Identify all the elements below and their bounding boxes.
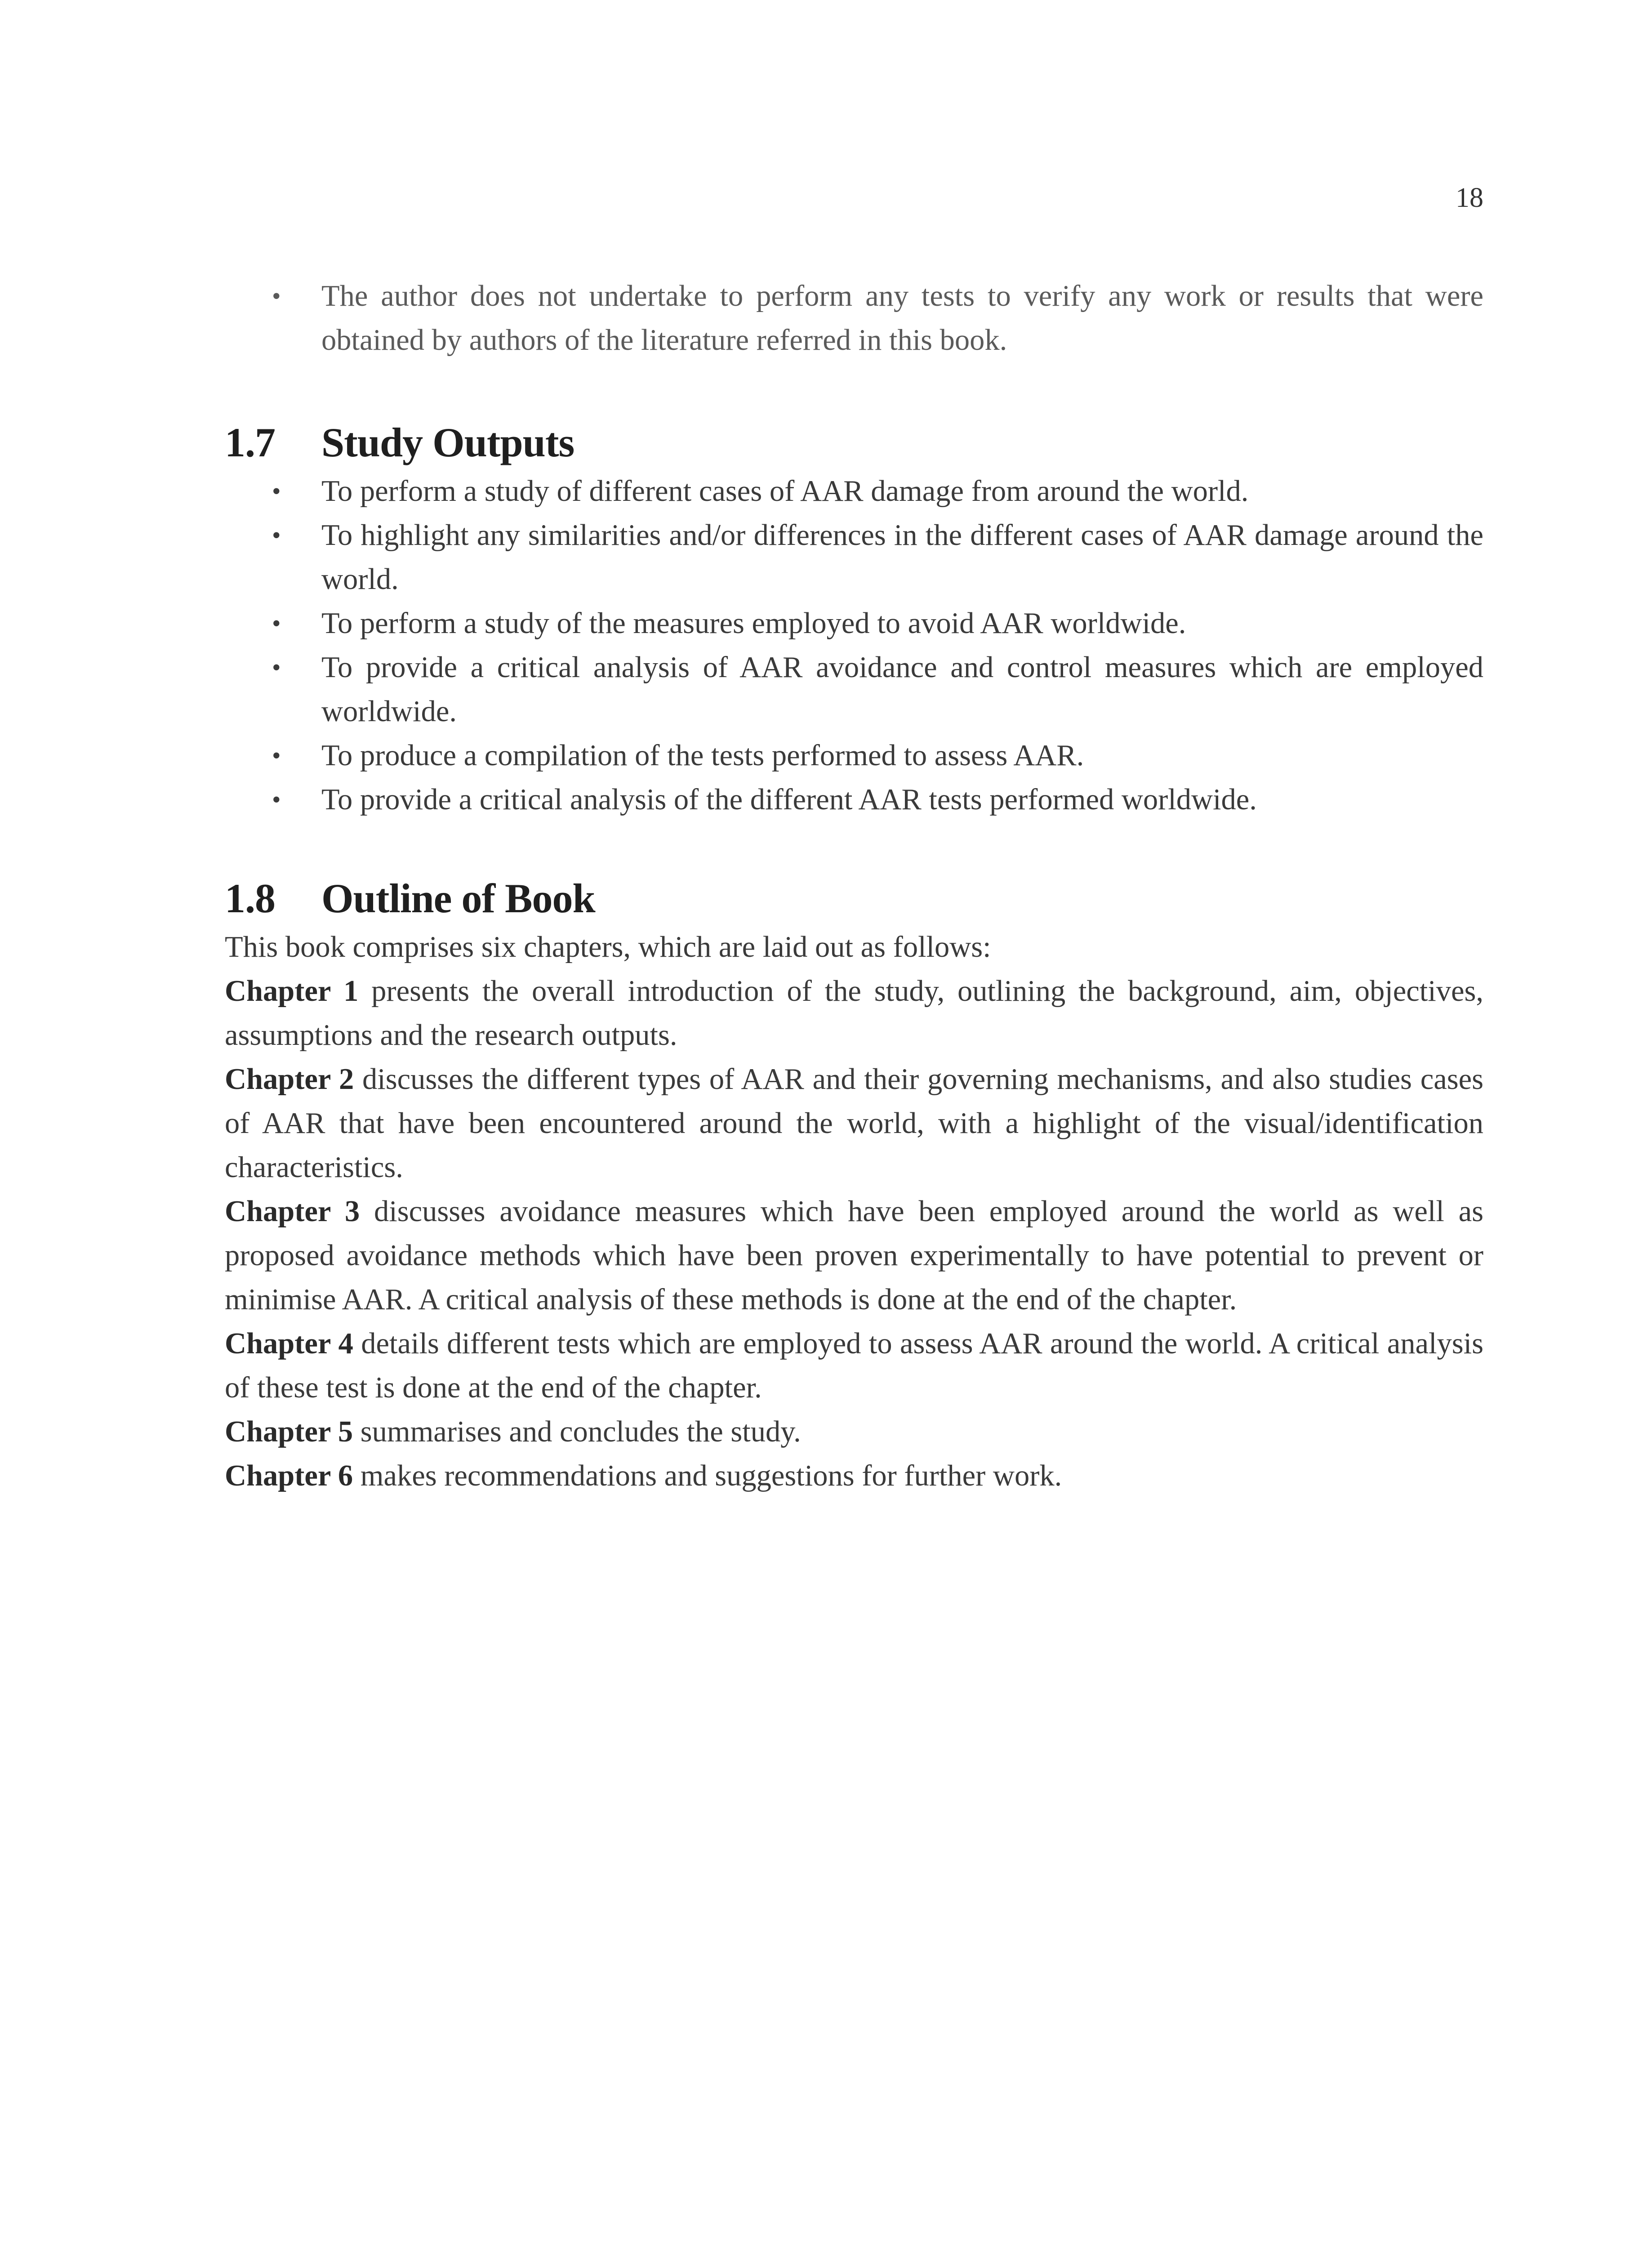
bullet-icon: • [272,654,281,682]
chapter-summary-3 [225,1190,1483,1322]
chapter-description: presents the overall introduction of the study, outlining the background, aim, objectives, assumptions and the research outputs. [225,975,1483,1052]
list-item [225,469,1483,513]
bullet-text: To produce a compilation of the tests performed to assess AAR. [321,739,1084,772]
chapter-label: Chapter 6 [225,1459,353,1492]
chapter-description: summarises and concludes the study. [353,1415,801,1448]
section-number: 1.8 [225,875,275,921]
bullet-icon: • [272,522,281,549]
bullet-text: To perform a study of different cases of AAR damage from around the world. [321,475,1249,508]
list-item [225,734,1483,778]
section-heading-outline-of-book [225,871,1483,925]
outline-intro: This book comprises six chapters, which are laid out as follows: [225,931,991,963]
bullet-icon: • [272,477,281,505]
chapter-summary-4 [225,1322,1483,1410]
list-item [225,513,1483,602]
bullet-icon: • [272,742,281,770]
chapter-label: Chapter 5 [225,1415,353,1448]
bullet-text: To provide a critical analysis of AAR avoidance and control measures which are employed worldwide. [321,651,1483,728]
section-heading-study-outputs [225,415,1483,469]
chapter-description: details different tests which are employed to assess AAR around the world. A critical analysis of these test is done at the end of the chapter. [225,1327,1483,1404]
study-outputs-list [225,469,1483,822]
bullet-icon: • [272,610,281,638]
chapter-label: Chapter 3 [225,1195,360,1228]
chapter-summary-5 [225,1410,1483,1454]
chapter-description: discusses the different types of AAR and their governing mechanisms, and also studies cases of AAR that have been encountered around the world, with a highlight of the visual/identification characteristics. [225,1063,1484,1184]
chapter-summary-2 [225,1057,1483,1190]
page-body [225,274,1483,1498]
bullet-text: To provide a critical analysis of the different AAR tests performed worldwide. [321,783,1257,816]
page-number: 18 [1456,183,1483,213]
section-title: Outline of Book [321,875,595,921]
bullet-text: To highlight any similarities and/or differences in the different cases of AAR damage around the world. [321,519,1483,596]
list-item [225,646,1483,734]
bullet-text: To perform a study of the measures employed to avoid AAR worldwide. [321,607,1186,640]
chapter-description: discusses avoidance measures which have been employed around the world as well as proposed avoidance methods which have been proven experimentally to have potential to prevent or minimise AAR. A critical analysis of these methods is done at the end of the chapter. [225,1195,1483,1316]
list-item [225,778,1483,822]
section-number: 1.7 [225,419,275,465]
bullet-icon: • [272,786,281,814]
list-item [225,602,1483,646]
chapter-summary-1 [225,969,1483,1057]
chapter-label: Chapter 4 [225,1327,353,1360]
bullet-icon: • [272,282,281,310]
list-item [225,274,1483,362]
chapter-label: Chapter 2 [225,1063,354,1096]
chapter-description: makes recommendations and suggestions for further work. [353,1459,1062,1492]
bullet-text: The author does not undertake to perform any tests to verify any work or results that were obtained by authors of the literature referred in this book. [321,280,1483,357]
section-title: Study Outputs [321,419,574,465]
chapter-label: Chapter 1 [225,975,359,1008]
chapter-summary-6 [225,1454,1483,1498]
intro-bullet-list [225,274,1483,362]
